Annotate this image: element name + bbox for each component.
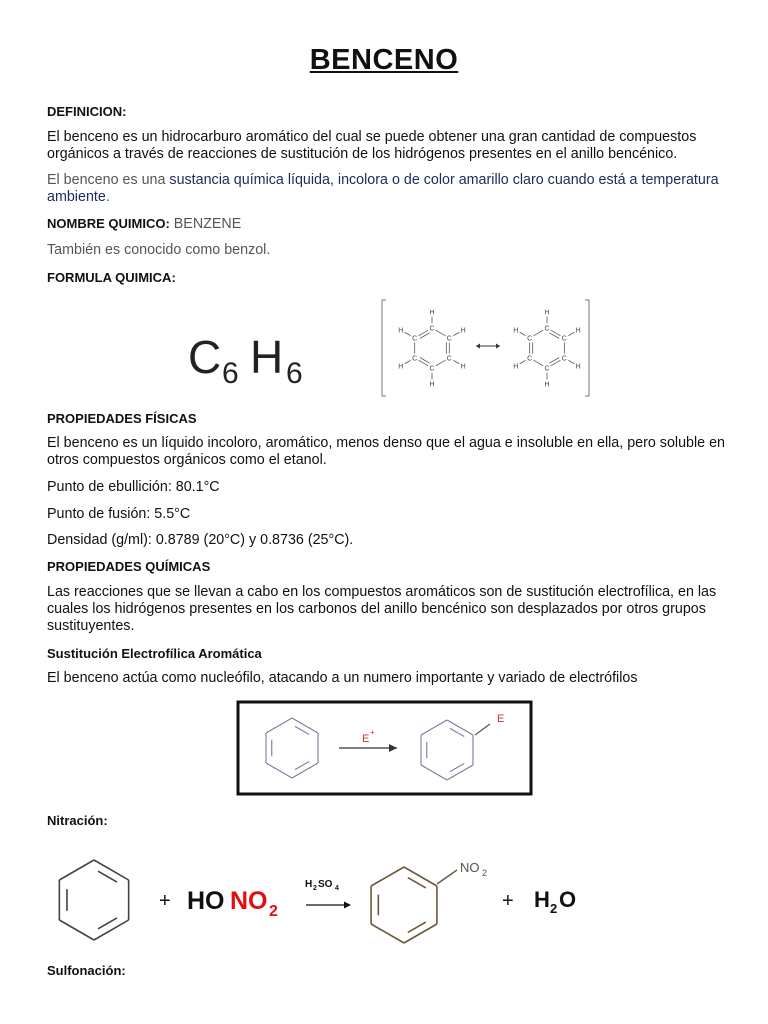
carbon-label: C (412, 335, 418, 343)
nombre-line (47, 215, 727, 233)
hydrogen-label: H (460, 363, 466, 371)
definicion-link[interactable]: sustancia química líquida, incolora o de color amarillo claro cuando está a temperatura ambiente (47, 172, 719, 205)
quimicas-heading: PROPIEDADES QUÍMICAS (47, 559, 211, 574)
formula-c-sub: 6 (222, 357, 239, 390)
nitro-bond (437, 870, 457, 884)
ring-double-bond (408, 922, 426, 932)
water-o: O (559, 887, 577, 912)
hydrogen-label: H (544, 381, 550, 389)
ring-bond (371, 867, 404, 886)
fisicas-paragraph: El benceno es un líquido incoloro, aromático, menos denso que el agua e insoluble en ella, pero soluble en otros compuestos orgánicos como el etanol. (47, 435, 725, 468)
hydrogen-label: H (513, 363, 519, 371)
kekule-structure-2 (513, 310, 580, 389)
ring-bond (94, 920, 129, 940)
carbon-label: C (527, 355, 533, 363)
ring-bond (94, 860, 129, 880)
c-h-bond (453, 360, 459, 363)
benzene-reactant (59, 860, 128, 940)
hono2-no: NO (230, 887, 268, 915)
nitracion-heading: Nitración: (47, 813, 108, 828)
definicion-paragraph-2 (47, 172, 727, 206)
nitration-reaction-figure (40, 845, 600, 945)
ring-bond (59, 920, 94, 940)
c-c-bond (533, 330, 543, 336)
carbon-label: C (527, 335, 533, 343)
formula-c6h6-figure (180, 325, 320, 395)
ring-bond (59, 860, 94, 880)
plus-sign-1: + (159, 890, 171, 912)
fisicas-fusion: Punto de fusión: 5.5°C (47, 506, 191, 522)
carbon-label: C (544, 325, 550, 333)
fisicas-ebullicion: Punto de ebullición: 80.1°C (47, 479, 220, 495)
carbon-label: C (446, 335, 452, 343)
c-h-bond (520, 360, 526, 363)
hydrogen-label: H (460, 327, 466, 335)
formula-h: H (250, 331, 284, 383)
c-c-bond (533, 360, 543, 366)
hydrogen-label: H (575, 363, 581, 371)
hono2-ho: HO (187, 887, 225, 915)
c-c-bond (436, 330, 446, 336)
bracket-right (585, 300, 589, 396)
carbon-label: C (544, 365, 550, 373)
nombre-also: También es conocido como benzol. (47, 242, 271, 258)
fisicas-densidad: Densidad (g/ml): 0.8789 (20°C) y 0.8736 (25°C). (47, 532, 354, 548)
nombre-heading: NOMBRE QUIMICO: (47, 216, 170, 231)
carbon-label: C (429, 365, 435, 373)
hydrogen-label: H (429, 381, 435, 389)
definicion-heading: DEFINICION: (47, 104, 127, 119)
c-h-bond (520, 332, 526, 335)
electrophilic-substitution-figure (232, 700, 535, 798)
hydrogen-label: H (429, 309, 435, 317)
water-sub: 2 (550, 901, 558, 916)
definicion-paragraph: El benceno es un hidrocarburo aromático del cual se puede obtener una gran cantidad de compuestos orgánicos a través de reacciones de sustitución de los hidrógenos presentes en el anillo bencénico. (47, 129, 697, 162)
hydrogen-label: H (544, 309, 550, 317)
plus-sign-2: + (502, 890, 514, 912)
carbon-label: C (429, 325, 435, 333)
hydrogen-label: H (575, 327, 581, 335)
sustitucion-heading: Sustitución Electrofílica Aromática (47, 646, 262, 661)
carbon-label: C (561, 355, 567, 363)
formula-heading: FORMULA QUIMICA: (47, 270, 176, 285)
nitro-no: NO (460, 860, 480, 875)
ring-bond (371, 924, 404, 943)
definicion-suffix: . (105, 189, 110, 205)
catalyst-2: 2 (313, 885, 317, 892)
c-c-bond (436, 360, 446, 366)
c-h-bond (568, 332, 574, 335)
benzene-resonance-figure (380, 298, 595, 398)
c-h-bond (405, 360, 411, 363)
bracket-left (382, 300, 386, 396)
carbon-label: C (561, 335, 567, 343)
reagent-e: E (362, 733, 370, 745)
formula-h-sub: 6 (286, 357, 303, 390)
sulfonacion-heading: Sulfonación: (47, 963, 126, 978)
nitro-sub: 2 (482, 868, 488, 878)
carbon-label: C (446, 355, 452, 363)
catalyst-4: 4 (335, 885, 339, 892)
c-h-bond (405, 332, 411, 335)
hono2-sub: 2 (269, 903, 278, 920)
ring-double-bond (98, 871, 117, 882)
formula-c: C (188, 331, 222, 383)
nitrobenzene-product (371, 867, 437, 943)
product-e: E (497, 713, 505, 725)
kekule-structure-1 (398, 310, 465, 389)
water-h: H (534, 887, 550, 912)
ring-double-bond (408, 878, 426, 888)
reagent-charge: + (370, 728, 375, 737)
ring-bond (404, 867, 437, 886)
ring-double-bond (98, 918, 117, 929)
catalyst-h: H (305, 879, 313, 890)
hydrogen-label: H (398, 327, 404, 335)
definicion-prefix: El benceno es una (47, 172, 170, 188)
c-h-bond (568, 360, 574, 363)
hydrogen-label: H (513, 327, 519, 335)
carbon-label: C (412, 355, 418, 363)
nombre-value: BENZENE (169, 216, 242, 232)
ring-bond (404, 924, 437, 943)
page-title: BENCENO (309, 44, 459, 76)
c-h-bond (453, 332, 459, 335)
quimicas-paragraph: Las reacciones que se llevan a cabo en los compuestos aromáticos son de sustitución electrofílica, en las cuales los hidrógenos presentes en los carbonos del anillo bencénico son desplazados por otros grupos sustituyentes. (47, 584, 717, 634)
nitration-arrowhead (344, 902, 351, 909)
fisicas-heading: PROPIEDADES FÍSICAS (47, 411, 197, 426)
catalyst-so: SO (318, 879, 333, 890)
sustitucion-paragraph: El benceno actúa como nucleófilo, atacando a un numero importante y variado de electrófilos (47, 670, 638, 686)
hydrogen-label: H (398, 363, 404, 371)
